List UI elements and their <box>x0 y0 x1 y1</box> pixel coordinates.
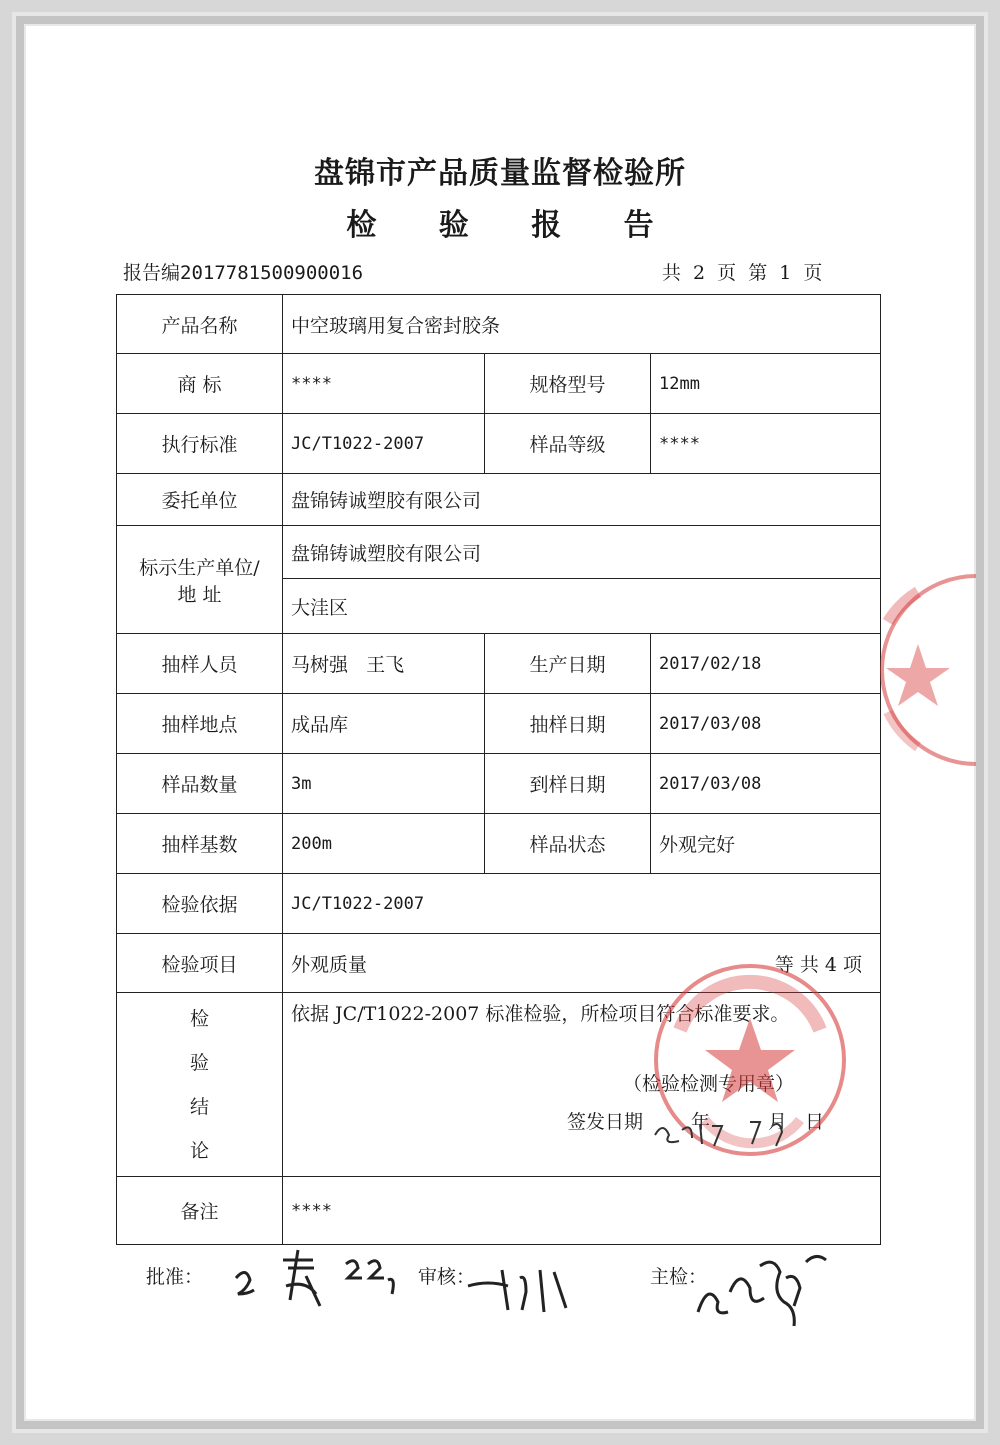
standard-label: 执行标准 <box>117 414 283 474</box>
basis-label: 检验依据 <box>117 874 283 934</box>
client-label: 委托单位 <box>117 474 283 526</box>
sample-date-label: 抽样日期 <box>485 694 651 754</box>
issue-day-suffix: 日 <box>805 1111 825 1133</box>
client-value: 盘锦铸诚塑胶有限公司 <box>283 474 881 526</box>
remark-value: **** <box>283 1177 881 1245</box>
standard-value: JC/T1022-2007 <box>283 414 485 474</box>
base-label: 抽样基数 <box>117 814 283 874</box>
model-label: 规格型号 <box>485 354 651 414</box>
state-value: 外观完好 <box>651 814 881 874</box>
remark-label: 备注 <box>117 1177 283 1245</box>
org-name: 盘锦市产品质量监督检验所 <box>314 156 686 191</box>
conclusion-label-char: 检 <box>189 1007 209 1030</box>
approve-signature-icon <box>228 1240 408 1320</box>
table-row <box>117 1177 881 1245</box>
product-name-label: 产品名称 <box>117 295 283 354</box>
table-row <box>117 754 881 814</box>
items-count: 等 共 4 项 <box>774 953 863 976</box>
prod-date-label: 生产日期 <box>485 634 651 694</box>
handwritten-date-icon <box>650 1110 790 1150</box>
table-row <box>117 354 881 414</box>
report-number-label: 报告编 <box>123 262 181 284</box>
table-row <box>117 295 881 354</box>
trademark-value: **** <box>283 354 485 414</box>
issue-date-label: 签发日期 <box>567 1111 644 1133</box>
sample-place-value: 成品库 <box>283 694 485 754</box>
conclusion-label-char: 结 <box>189 1095 209 1118</box>
conclusion-label-char: 验 <box>189 1051 209 1074</box>
producer-label <box>117 526 283 634</box>
page-info: 共 2 页 第 1 页 <box>662 262 823 284</box>
producer-label-line1: 标示生产单位/ <box>139 556 260 579</box>
quantity-value: 3m <box>283 754 485 814</box>
table-row <box>117 634 881 694</box>
inspector-signature-icon <box>690 1242 840 1342</box>
arrival-date-label: 到样日期 <box>485 754 651 814</box>
table-row <box>117 814 881 874</box>
conclusion-label-char: 论 <box>189 1139 209 1162</box>
items-value: 外观质量 <box>291 953 368 976</box>
grade-value: **** <box>651 414 881 474</box>
table-row <box>117 694 881 754</box>
partial-seal-icon <box>878 572 976 768</box>
approve-label: 批准： <box>146 1266 204 1288</box>
stamp-note: （检验检测专用章） <box>623 1073 795 1095</box>
report-number <box>123 258 363 285</box>
review-signature-icon <box>462 1256 582 1326</box>
table-row <box>117 526 881 579</box>
address-value: 大洼区 <box>283 579 881 634</box>
base-value: 200m <box>283 814 485 874</box>
product-name-value: 中空玻璃用复合密封胶条 <box>283 295 881 354</box>
sampler-label: 抽样人员 <box>117 634 283 694</box>
inspector-label: 主检： <box>650 1266 708 1288</box>
prod-date-value: 2017/02/18 <box>651 634 881 694</box>
producer-value: 盘锦铸诚塑胶有限公司 <box>283 526 881 579</box>
model-value: 12mm <box>651 354 881 414</box>
sampler-value: 马树强 王飞 <box>283 634 485 694</box>
table-row <box>117 474 881 526</box>
table-row <box>117 874 881 934</box>
quantity-label: 样品数量 <box>117 754 283 814</box>
report-number-value: 2017781500900016 <box>180 262 364 284</box>
producer-label-line2: 地 址 <box>177 583 222 606</box>
review-label: 审核： <box>418 1266 476 1288</box>
sample-place-label: 抽样地点 <box>117 694 283 754</box>
trademark-label: 商 标 <box>117 354 283 414</box>
conclusion-label <box>117 993 283 1177</box>
sample-date-value: 2017/03/08 <box>651 694 881 754</box>
doc-title: 检 验 报 告 <box>346 208 680 243</box>
basis-value: JC/T1022-2007 <box>283 874 881 934</box>
items-label: 检验项目 <box>117 934 283 993</box>
grade-label: 样品等级 <box>485 414 651 474</box>
issue-year-suffix: 年 <box>691 1111 711 1133</box>
table-row <box>117 414 881 474</box>
issue-month-suffix: 月 <box>768 1111 788 1133</box>
state-label: 样品状态 <box>485 814 651 874</box>
arrival-date-value: 2017/03/08 <box>651 754 881 814</box>
conclusion-text: 依据 JC/T1022-2007 标准检验，所检项目符合标准要求。 <box>291 1003 790 1025</box>
